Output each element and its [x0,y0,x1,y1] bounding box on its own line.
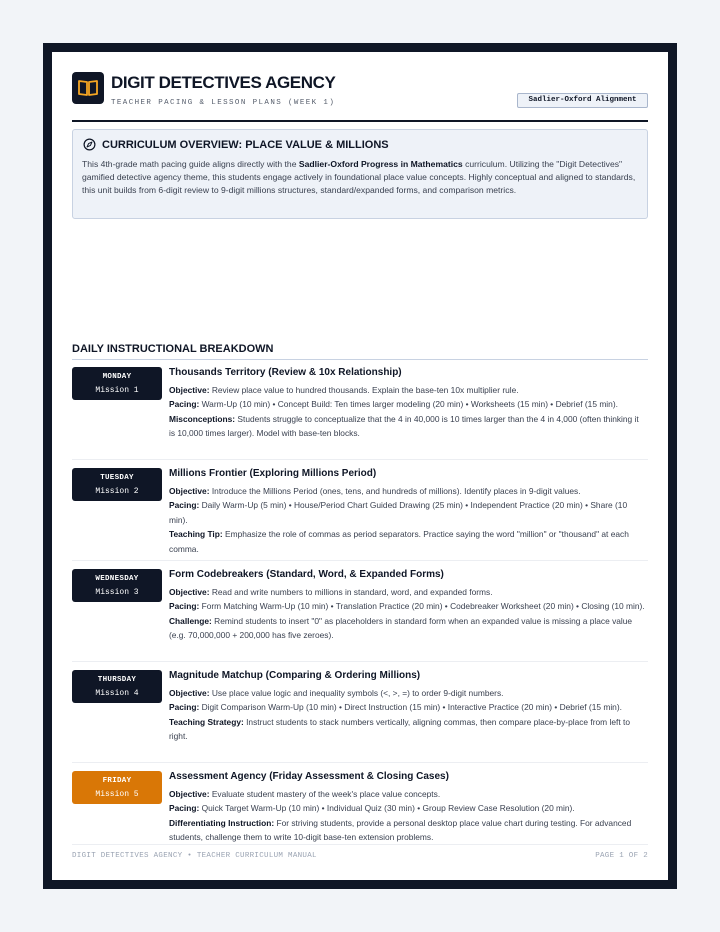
lesson-details: Objective: Use place value logic and inequality symbols (<, >, =) to order 9-digit numbers. Pacing: Digit Comparison Warm-Up (10 min) • Direct Instruction (15 min) • Interactive Practice (20 min) • Debrief (15 min). Teaching Strategy: Instruct students to stack numbers vertically, aligning commas, then compare place-by-place from left to right. [169,688,630,742]
lesson-details: Objective: Evaluate student mastery of the week's place value concepts. Pacing: Quick Target Warm-Up (10 min) • Individual Quiz (30 min) • Group Review Case Resolution (20 min). Differentiating Instruction: For striving students, provide a personal desktop place value chart during testing. For advanced students, challenge them to write 10-digit base-ten extension problems. [169,789,632,843]
page-title: DIGIT DETECTIVES AGENCY [111,73,336,92]
footer-divider [72,844,648,845]
lesson-details: Objective: Read and write numbers to millions in standard, word, and expanded forms. Pacing: Form Matching Warm-Up (10 min) • Translation Practice (20 min) • Codebreaker Worksheet (20 min) • Closing (10 min). Challenge: Remind students to insert "0" as placeholders in standard form when an expanded value is missing a place value (e.g. 70,000,000 + 200,000 has five zeroes). [169,587,645,641]
day-row-wednesday [72,569,648,662]
footer-title: DIGIT DETECTIVES AGENCY • TEACHER CURRICULUM MANUAL [72,852,317,860]
alignment-badge: Sadlier-Oxford Alignment [517,93,648,108]
curriculum-overview-panel [72,129,648,219]
day-name: THURSDAY [97,676,137,684]
day-badge [72,670,162,703]
compass-icon [83,138,96,151]
book-icon [72,72,104,104]
page-number: PAGE 1 OF 2 [595,852,648,860]
day-badge [72,367,162,400]
page-subtitle: TEACHER PACING & LESSON PLANS (WEEK 1) [111,99,336,107]
day-row-friday [72,771,648,849]
day-row-monday [72,367,648,460]
day-badge [72,569,162,602]
day-name: WEDNESDAY [95,575,139,583]
overview-title: CURRICULUM OVERVIEW: PLACE VALUE & MILLIONS [102,139,389,151]
day-name: TUESDAY [100,474,134,482]
day-row-tuesday [72,468,648,561]
lesson-title: Millions Frontier (Exploring Millions Period) [169,468,377,479]
lesson-details: Objective: Review place value to hundred thousands. Explain the base-ten 10x multiplier rule. Pacing: Warm-Up (10 min) • Concept Build: Ten times larger modeling (20 min) • Worksheets (15 min) • Debrief (15 min). Misconceptions: Students struggle to conceptualize that the 4 in 40,000 is 10 times larger than the 4 in 4,000 (often thinking it is 10,000 times larger). Model with base-ten blocks. [169,385,639,439]
page-footer [72,852,648,864]
day-name: MONDAY [102,373,132,381]
overview-text: This 4th-grade math pacing guide aligns directly with the Sadlier-Oxford Progress in Mathematics curriculum. Utilizing the "Digit Detectives" gamified detective agency theme, this students engage actively in foundational place value concepts. Highly conceptual and aligned to standards, this unit builds from 6-digit review to 9-digit millions structures, standard/expanded forms, and comparison metrics. [82,159,636,195]
lesson-details: Objective: Introduce the Millions Period (ones, tens, and hundreds of millions). Identify places in 9-digit values. Pacing: Daily Warm-Up (5 min) • House/Period Chart Guided Drawing (25 min) • Independent Practice (20 min) • Share (10 min). Teaching Tip: Emphasize the role of commas as period separators. Practice saying the word "million" or "thousand" at each comma. [169,486,629,554]
lesson-title: Form Codebreakers (Standard, Word, & Expanded Forms) [169,569,444,580]
mission-label: Mission 5 [95,790,139,799]
day-name: FRIDAY [102,777,132,785]
lesson-title: Magnitude Matchup (Comparing & Ordering Millions) [169,670,421,681]
document-page [52,52,668,880]
section-title: DAILY INSTRUCTIONAL BREAKDOWN [72,343,648,360]
page-frame [43,43,677,889]
document-header [72,72,648,122]
lesson-title: Thousands Territory (Review & 10x Relationship) [169,367,402,378]
day-badge [72,771,162,804]
mission-label: Mission 3 [95,588,139,597]
mission-label: Mission 4 [95,689,139,698]
day-row-thursday [72,670,648,763]
mission-label: Mission 1 [95,386,139,395]
day-badge [72,468,162,501]
lesson-title: Assessment Agency (Friday Assessment & Closing Cases) [169,771,449,782]
mission-label: Mission 2 [95,487,139,496]
